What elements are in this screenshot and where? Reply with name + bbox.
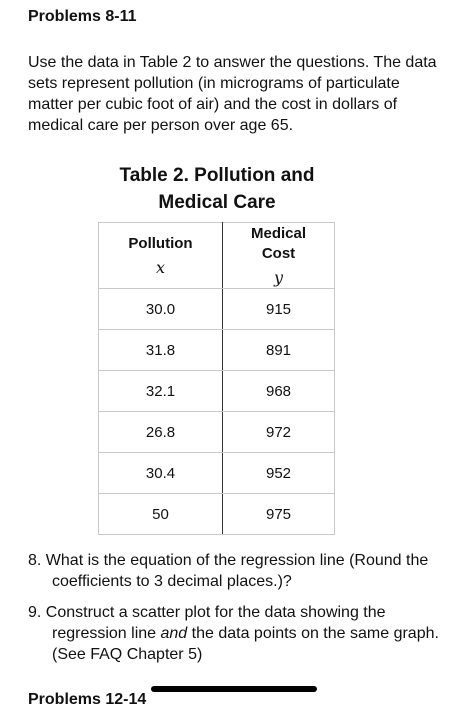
medical-cost-cell: 972 [223,412,335,453]
table-row [99,289,335,330]
table-row [99,494,335,535]
question-9: 9. Construct a scatter plot for the data showing the regression line and the data points on the same graph. (See FAQ Chapter 5) [28,604,439,663]
table-row [99,412,335,453]
problems-heading: Problems 8-11 [28,8,137,25]
table-row [99,453,335,494]
medical-cost-column-header [223,223,335,289]
next-problems-heading: Problems 12-14 [28,691,147,708]
question-8: 8. What is the equation of the regression line (Round the coefficients to 3 decimal places.)? [28,552,429,590]
table-row [99,330,335,371]
pollution-cell: 31.8 [99,330,223,371]
table-caption [0,162,434,216]
pollution-cell: 30.4 [99,453,223,494]
pollution-cell: 50 [99,494,223,535]
medical-cost-header-line-1: Medical [250,224,307,242]
table-row [99,371,335,412]
x-variable-label: x [155,257,166,277]
pollution-column-header [99,223,223,289]
pollution-cell: 30.0 [99,289,223,330]
medical-cost-cell: 915 [223,289,335,330]
emphasis-and: and [160,625,188,642]
medical-cost-cell: 968 [223,371,335,412]
medical-cost-cell: 975 [223,494,335,535]
y-variable-label: y [273,267,284,287]
pollution-header-label: Pollution [128,234,193,252]
home-indicator-bar[interactable] [151,686,317,692]
table-caption-line-1: Table 2. Pollution and [119,165,315,186]
pollution-cell: 32.1 [99,371,223,412]
pollution-cell: 26.8 [99,412,223,453]
medical-cost-header-line-2: Cost [261,244,296,262]
table-caption-line-2: Medical Care [158,192,276,213]
question-list [28,550,448,675]
table-header-row [99,223,335,289]
intro-paragraph: Use the data in Table 2 to answer the questions. The data sets represent pollution (in micrograms of particulate matter per cubic foot of air) and the cost in dollars of medical care per person over age 65. [28,54,437,134]
medical-cost-cell: 891 [223,330,335,371]
medical-cost-cell: 952 [223,453,335,494]
pollution-table [98,222,335,535]
